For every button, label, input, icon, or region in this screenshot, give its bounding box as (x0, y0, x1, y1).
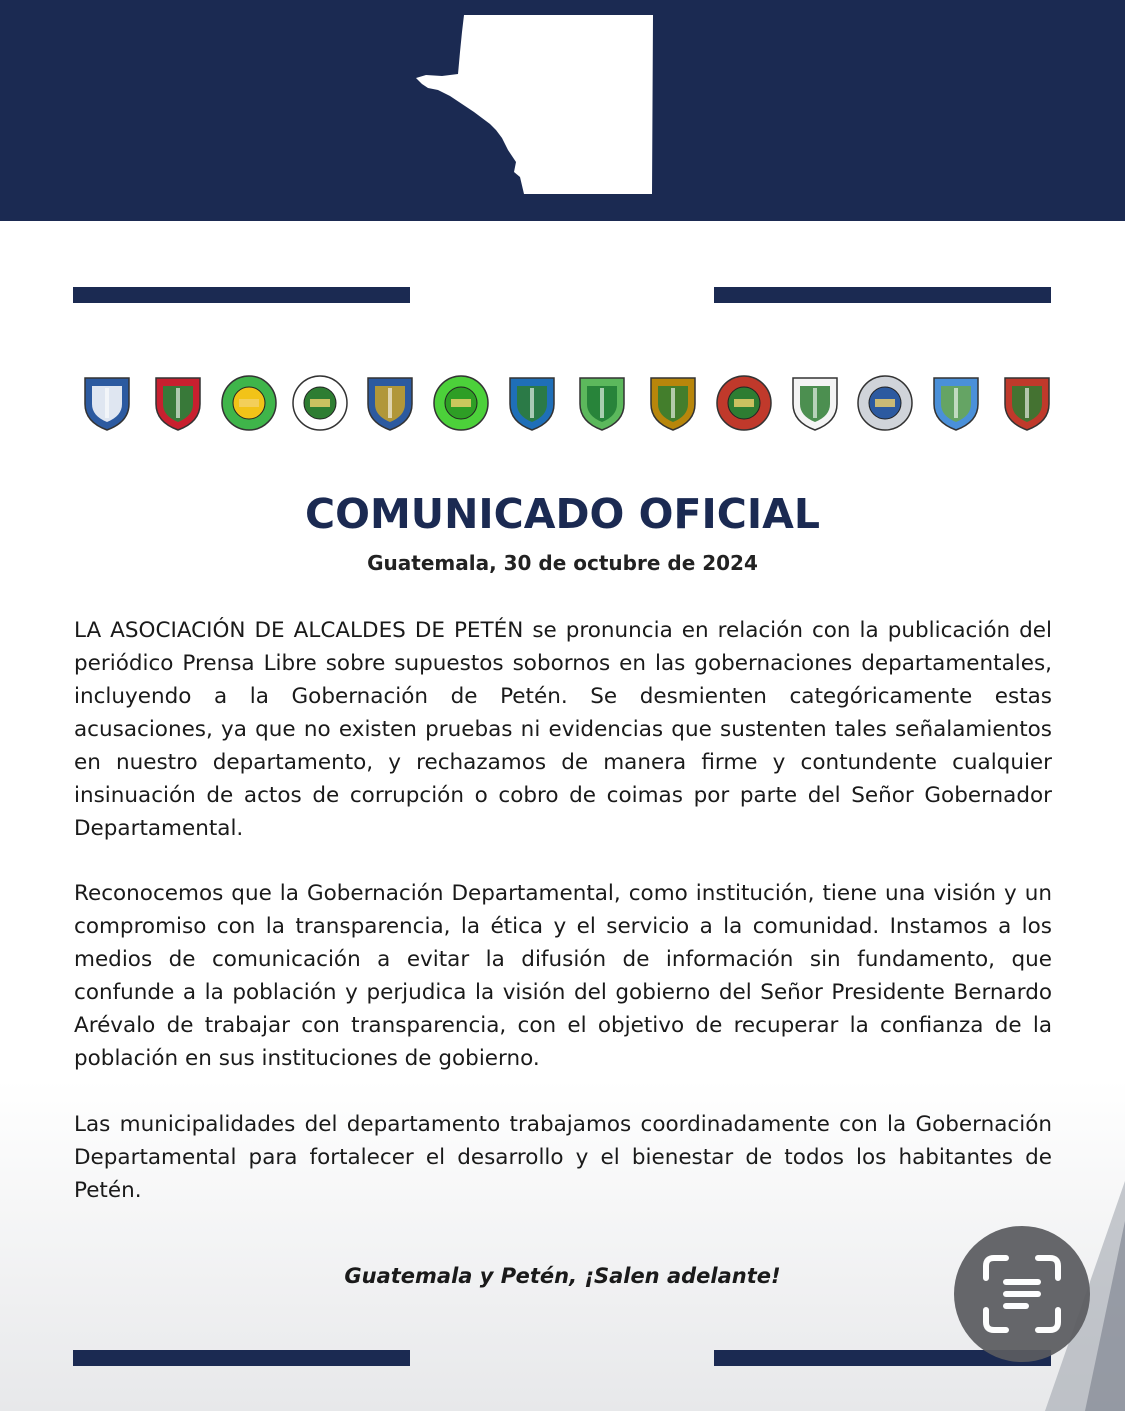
municipal-shield-icon (150, 372, 206, 434)
municipal-seal-icon (716, 372, 772, 434)
municipal-shield-icon (504, 372, 560, 434)
municipal-seal-icon (433, 372, 489, 434)
municipal-seal-icon (857, 372, 913, 434)
bottom-left-rule (73, 1350, 410, 1366)
municipal-shield-icon (928, 372, 984, 434)
top-left-rule (73, 287, 410, 303)
municipal-shield-icon (645, 372, 701, 434)
slogan: Guatemala y Petén, ¡Salen adelante! (344, 1264, 781, 1288)
date-line: Guatemala, 30 de octubre de 2024 (367, 551, 758, 575)
municipal-shield-icon (362, 372, 418, 434)
text-scan-button[interactable] (954, 1226, 1090, 1362)
municipal-shield-icon (787, 372, 843, 434)
municipal-seal-icon (292, 372, 348, 434)
page-title: COMUNICADO OFICIAL (305, 490, 820, 538)
municipal-shield-icon (999, 372, 1055, 434)
paragraph-2: Reconocemos que la Gobernación Departamental, como institución, tiene una visión y un compromiso con la transparencia, la ética y el servicio a la comunidad. Instamos a los medios de comunicación a evitar la difusión de información sin fundamento, que confunde a la población y perjudica la visión del gobierno del Señor Presidente Bernardo Arévalo de trabajar con transparencia, con el objetivo de recuperar la confianza de la población en sus instituciones de gobierno. (74, 881, 1052, 1071)
municipal-seal-icon (221, 372, 277, 434)
peten-map-icon (412, 12, 657, 197)
header-band (0, 0, 1125, 221)
municipal-shield-icon (79, 372, 135, 434)
paragraph-3: Las municipalidades del departamento trabajamos coordinadamente con la Gobernación Departamental para fortalecer el desarrollo y el bienestar de todos los habitantes de Petén. (74, 1112, 1052, 1203)
municipal-shield-icon (574, 372, 630, 434)
top-right-rule (714, 287, 1051, 303)
municipal-logos-row (72, 372, 1062, 438)
paragraph-1: LA ASOCIACIÓN DE ALCALDES DE PETÉN se pronuncia en relación con la publicación del periódico Prensa Libre sobre supuestos sobornos en las gobernaciones departamentales, incluyendo a la Gobernación de Petén. Se desmienten categóricamente estas acusaciones, ya que no existen pruebas ni evidencias que sustenten tales señalamientos en nuestro departamento, y rechazamos de manera firme y contundente cualquier insinuación de actos de corrupción o cobro de coimas por parte del Señor Gobernador Departamental. (74, 618, 1052, 841)
text-scan-icon (980, 1252, 1064, 1336)
